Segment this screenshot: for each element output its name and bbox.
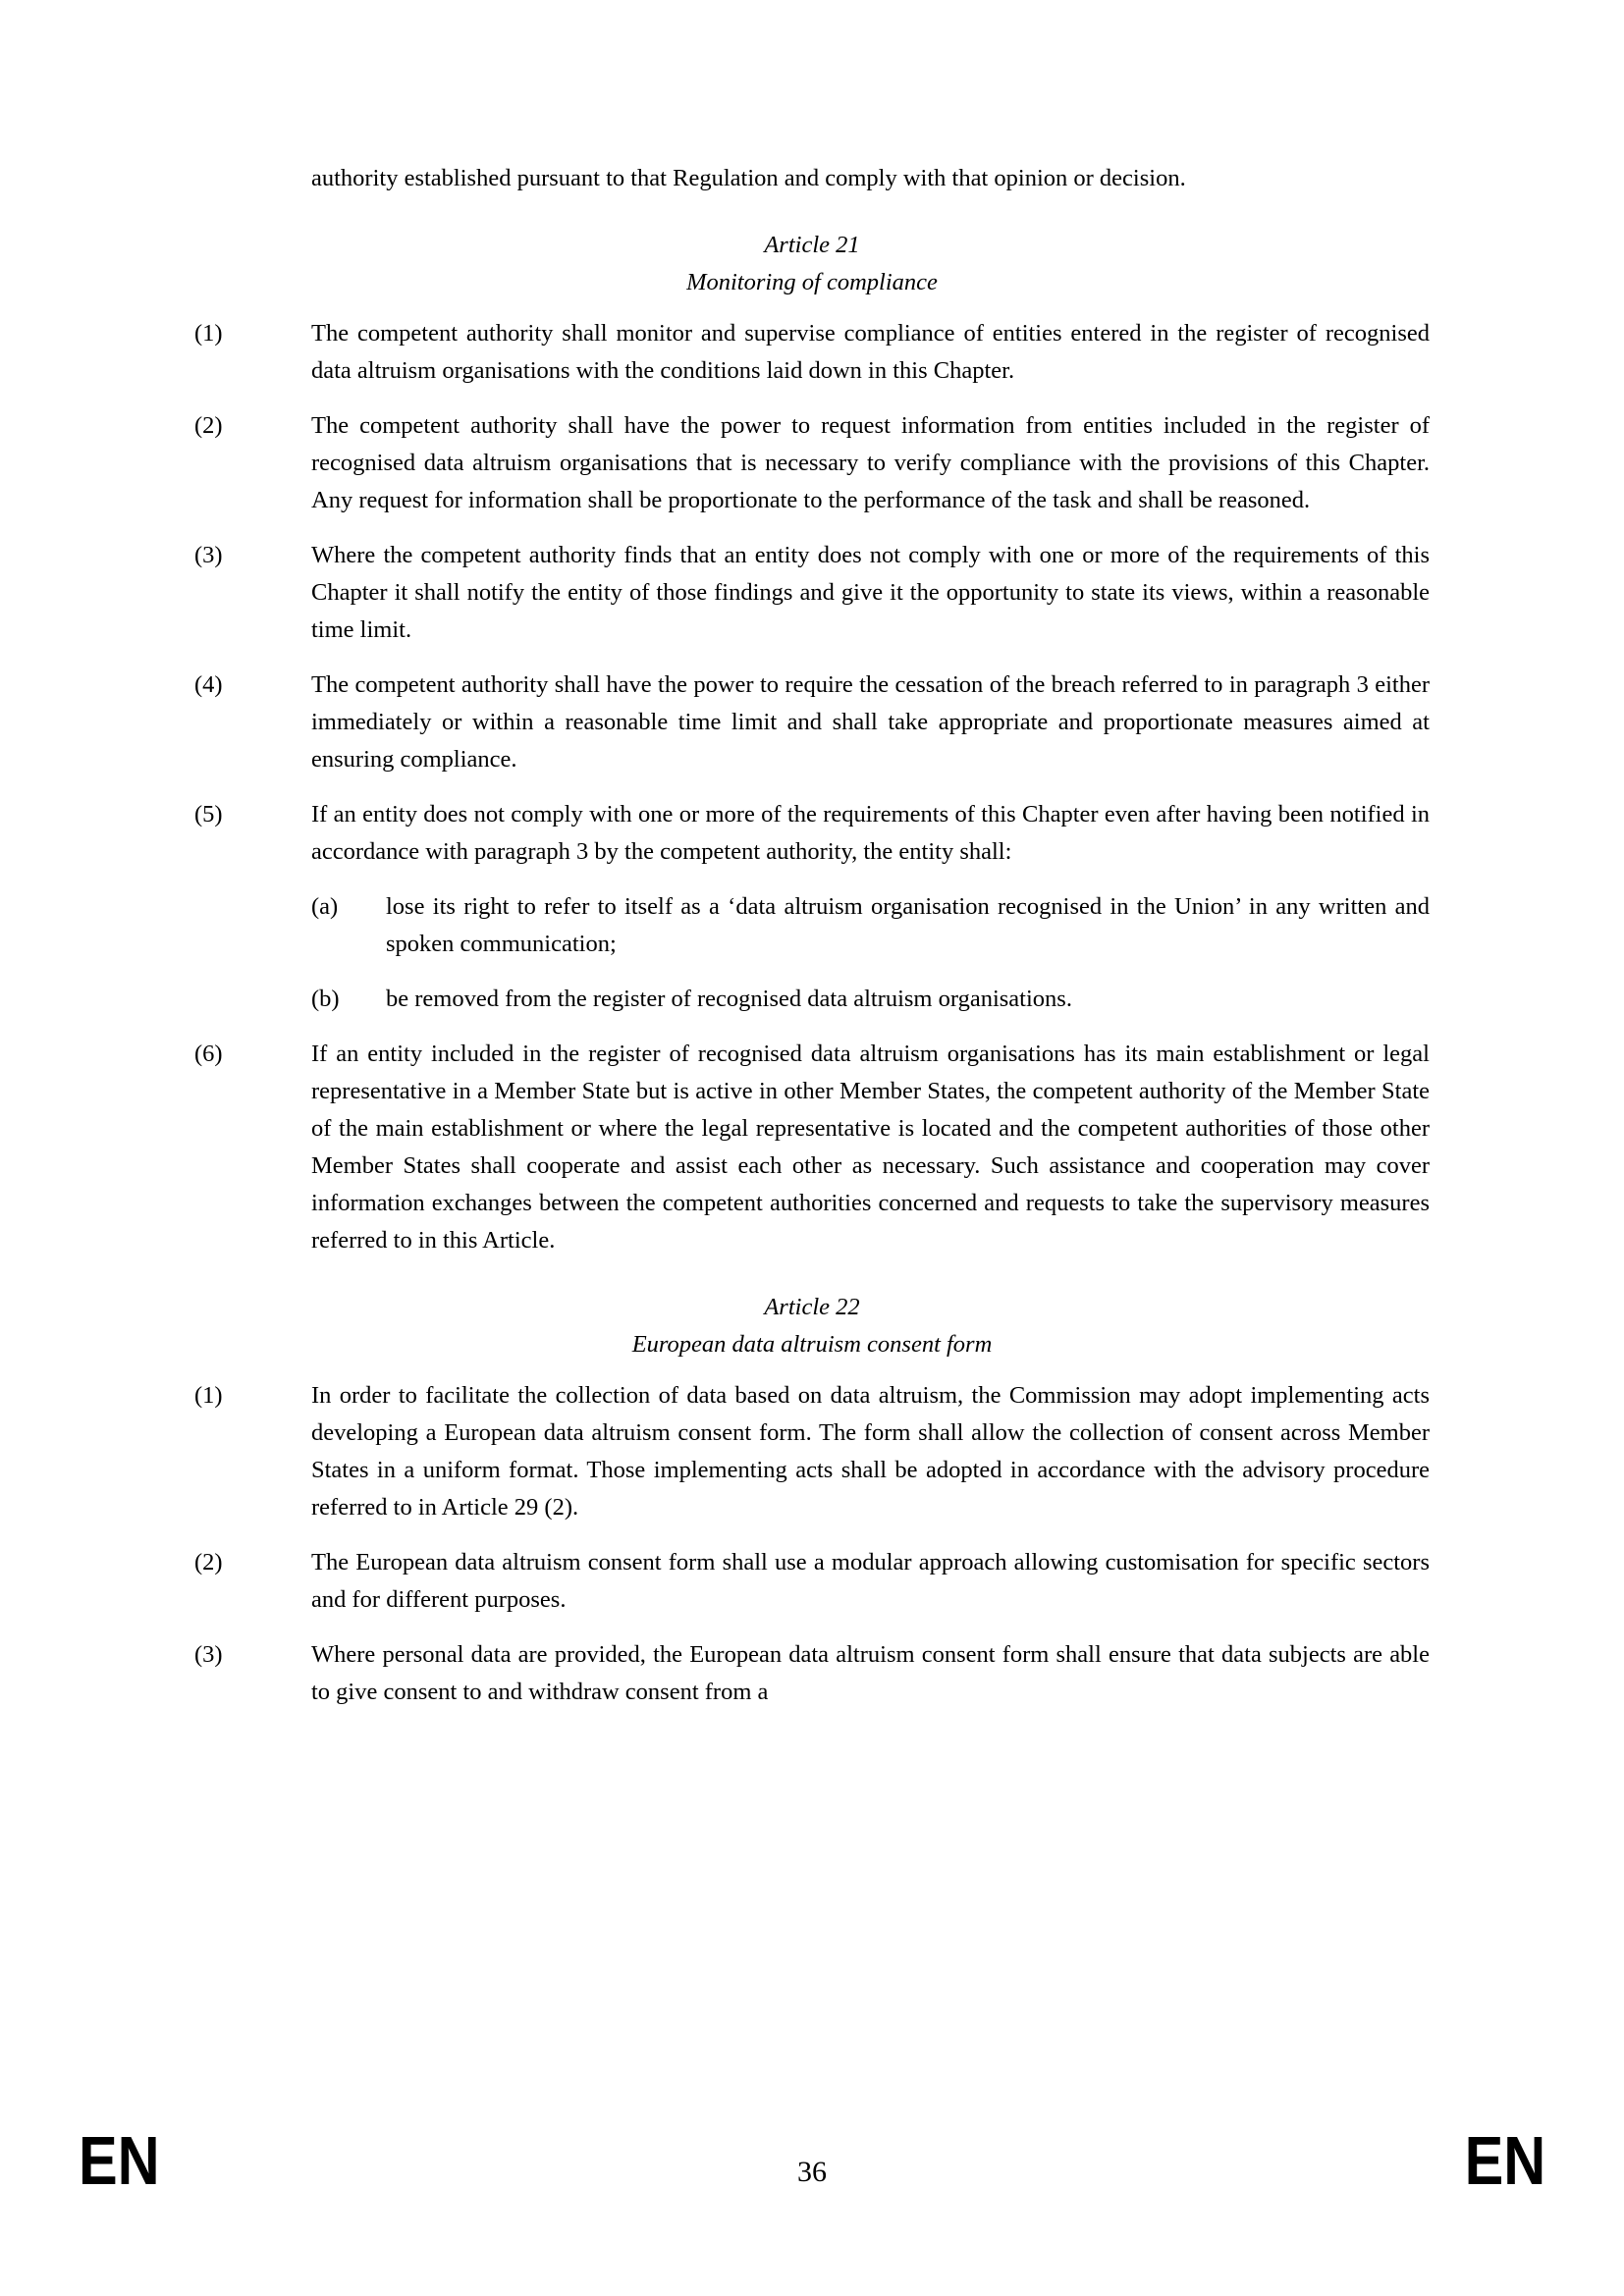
subitem-letter: (b): [311, 986, 340, 1012]
language-marker-left: EN: [79, 2122, 160, 2199]
document-body: [194, 160, 1430, 1729]
subitem-letter: (a): [311, 893, 339, 920]
paragraph-21-5: [194, 796, 1430, 871]
paragraph-text: If an entity does not comply with one or more of the requirements of this Chapter even after having been notified in accordance with paragraph 3 by the competent authority, the entity shall:: [311, 801, 1430, 865]
paragraph-number: (4): [194, 671, 223, 698]
subitem-21-5-a: [311, 888, 1430, 963]
paragraph-number: (1): [194, 320, 223, 347]
subitem-text: be removed from the register of recognised data altruism organisations.: [386, 986, 1072, 1012]
subitem-21-5-b: [311, 981, 1430, 1018]
paragraph-number: (6): [194, 1041, 223, 1067]
paragraph-text: The competent authority shall monitor and supervise compliance of entities entered in the register of recognised data altruism organisations with the conditions laid down in this Chapter.: [311, 320, 1430, 384]
paragraph-22-3: [194, 1636, 1430, 1711]
paragraph-21-2: [194, 407, 1430, 519]
continuation-paragraph: authority established pursuant to that Regulation and comply with that opinion or decision.: [311, 165, 1186, 191]
paragraph-number: (5): [194, 801, 223, 828]
paragraph-text: Where personal data are provided, the European data altruism consent form shall ensure that data subjects are able to give consent to and withdraw consent from a: [311, 1641, 1430, 1705]
paragraph-21-3: [194, 537, 1430, 649]
paragraph-number: (2): [194, 412, 223, 439]
page-number: 36: [797, 2156, 827, 2188]
article-22-number: Article 22: [764, 1294, 860, 1320]
article-21-title: Monitoring of compliance: [686, 269, 938, 295]
paragraph-21-6: [194, 1036, 1430, 1259]
paragraph-text: If an entity included in the register of recognised data altruism organisations has its main establishment or legal representative in a Member State but is active in other Member States, the competent authority of the Member State of the main establishment or where the legal representative is located and the competent authorities of those other Member States shall cooperate and assist each other as necessary. Such assistance and cooperation may cover information exchanges between the competent authorities concerned and requests to take the supervisory measures referred to in this Article.: [311, 1041, 1430, 1254]
article-22-title: European data altruism consent form: [631, 1331, 993, 1358]
article-22-heading: [194, 1289, 1430, 1363]
paragraph-number: (1): [194, 1382, 223, 1409]
paragraph-22-2: [194, 1544, 1430, 1619]
paragraph-text: The competent authority shall have the power to require the cessation of the breach referred to in paragraph 3 either immediately or within a reasonable time limit and shall take appropriate and proportionate measures aimed at ensuring compliance.: [311, 671, 1430, 773]
paragraph-text: Where the competent authority finds that an entity does not comply with one or more of the requirements of this Chapter it shall notify the entity of those findings and give it the opportunity to state its views, within a reasonable time limit.: [311, 542, 1430, 643]
paragraph-text: The European data altruism consent form shall use a modular approach allowing customisation for specific sectors and for different purposes.: [311, 1549, 1430, 1613]
paragraph-text: In order to facilitate the collection of data based on data altruism, the Commission may adopt implementing acts developing a European data altruism consent form. The form shall allow the collection of consent across Member States in a uniform format. Those implementing acts shall be adopted in accordance with the advisory procedure referred to in Article 29 (2).: [311, 1382, 1430, 1521]
paragraph-number: (3): [194, 1641, 223, 1668]
paragraph-number: (2): [194, 1549, 223, 1575]
language-marker-right: EN: [1464, 2122, 1545, 2199]
subitem-text: lose its right to refer to itself as a ‘data altruism organisation recognised in the Union’ in any written and spoken communication;: [386, 893, 1430, 957]
paragraph-22-1: [194, 1377, 1430, 1526]
paragraph-number: (3): [194, 542, 223, 568]
article-21-heading: [194, 227, 1430, 301]
paragraph-21-1: [194, 315, 1430, 390]
paragraph-21-4: [194, 667, 1430, 778]
paragraph-text: The competent authority shall have the power to request information from entities included in the register of recognised data altruism organisations that is necessary to verify compliance with the provisions of this Chapter. Any request for information shall be proportionate to the performance of the task and shall be reasoned.: [311, 412, 1430, 513]
article-21-number: Article 21: [764, 232, 860, 258]
